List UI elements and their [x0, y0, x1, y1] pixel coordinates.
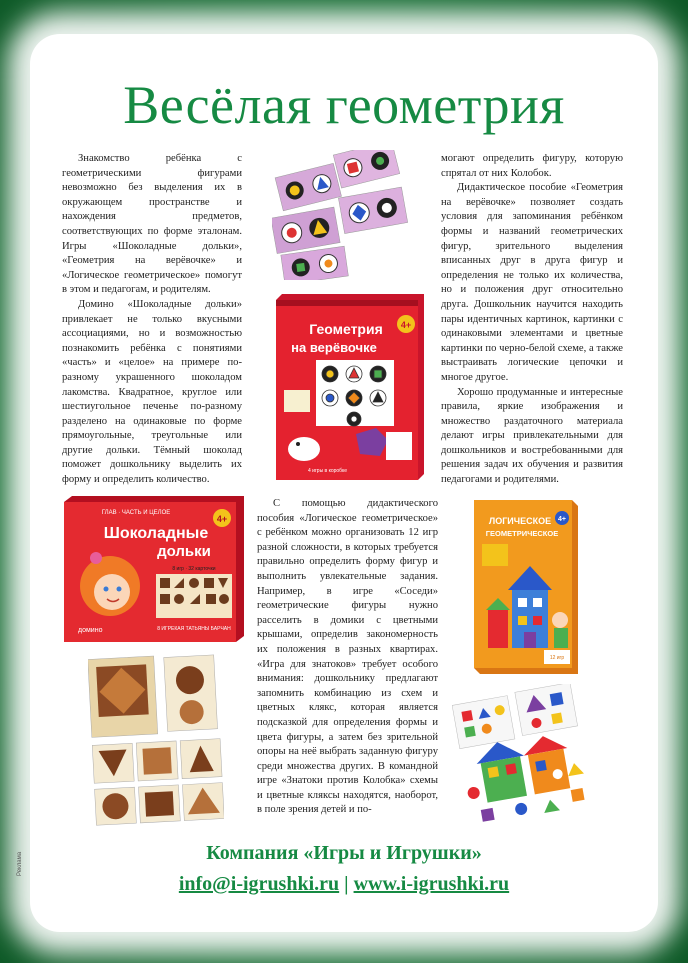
logic-geometry-components-photo — [452, 684, 592, 828]
box-title-line1: Геометрия — [309, 321, 383, 337]
chocolate-domino-cards-photo — [88, 652, 224, 826]
article-column-1 — [62, 152, 242, 488]
box-title-line2: ГЕОМЕТРИЧЕСКОЕ — [485, 529, 559, 538]
page-title: Весёлая геометрия — [123, 75, 565, 135]
paragraph: Дидактическое пособие «Геометрия на верёвочке» позволяет создать условия для запоминания ребёнком формы и названий геометрических фигур, зрительного выделения вписанных друг в друга фигур и определения не только их количества, но и положения друг относительно друга. Дошкольник научится находить пары идентичных картинок, картинки с одинаковыми элементами и цветные картинки по черно-белой схеме, а также выстраивать логические цепочки и многое другое. — [441, 182, 623, 383]
box-title-line2: дольки — [157, 543, 211, 560]
paragraph: С помощью дидактического пособия «Логическое геометрическое» с ребёнком можно организовать 12 игр разной сложности, в которых требуется правильно определить форму фигур и выполнить увлекательные задания. Например, в игре «Соседи» геометрические фигуры нужно расселить в домики с цветными крышами, определив закономерность их положения в разных квартирах. «Игра для знатоков» требует особого внимания: дошкольнику предлагают запомнить комбинацию из схем и цветных клякс, которая является подсказкой для определения формы и цвета фигуры, а затем без зрительной опоры на неё выбрать заданную фигуру среди множества других. В командной игре «Знатоки против Колобка» схемы и цветные кляксы находятся, наоборот, в поле зрения детей и по- — [257, 498, 438, 816]
age-badge: 4+ — [216, 514, 228, 524]
geometry-cards-photo — [272, 150, 428, 280]
paragraph: Хорошо продуманные и интересные правила, яркие изображения и множество раздаточного материала делают игры привлекательными для дошкольников и востребованными для решения задач их обучения и развития педагогами и родителями. — [441, 386, 623, 486]
box-info: 8 игр · 32 карточки — [172, 566, 216, 572]
company-name: Компания «Игры и Игрушки» — [206, 842, 482, 864]
article-column-2 — [441, 152, 623, 488]
email-link[interactable]: info@i-igrushki.ru — [178, 873, 340, 895]
box-series-top: ГЛАВ · ЧАСТЬ И ЦЕЛОЕ — [101, 510, 171, 516]
box-sticker: 8 ИГРЕКАЯ ТАТЬЯНЫ БАРЧАН — [157, 626, 231, 632]
chocolate-slices-box — [64, 496, 244, 642]
contacts-line — [0, 873, 688, 896]
contacts-separator: | — [344, 873, 349, 895]
paragraph: Домино «Шоколадные дольки» привлекает не только вкусными ассоциациями, но и возможностью познакомить ребёнка с понятиями «часть» и «целое» на примере по-разному украшенного шоколадом лакомства. Квадратное, круглое или шестиугольное печенье по-разному разделено на одинаковые по форме прямоугольные, треугольные или другие дольки. Тёмный шоколад поможет дошкольнику выделить их форму и определить количество. — [62, 298, 242, 486]
paragraph: могают определить фигуру, которую спрятал от них Колобок. — [441, 153, 623, 179]
box-title-line1: ЛОГИЧЕСКОЕ — [488, 516, 552, 526]
box-title-line2: на верёвочке — [291, 340, 377, 355]
box-footer: 4 игры в коробке — [308, 468, 348, 474]
article-column-3 — [257, 497, 438, 818]
website-link[interactable]: www.i-igrushki.ru — [353, 873, 510, 895]
age-badge: 4+ — [558, 516, 566, 523]
logic-geometry-box — [474, 500, 578, 674]
box-series-label: домино — [78, 627, 103, 634]
age-badge: 4+ — [400, 320, 412, 330]
paragraph: Знакомство ребёнка с геометрическими фигурами невозможно без выделения их в окружающем пространстве и нахождения предметов, соответствующих по форме эталонам. Игры «Шоколадные дольки», «Геометрия на верёвочке» и «Логическое геометрическое» помогут в этом и педагогам, и родителям. — [62, 153, 242, 296]
ad-label: Реклама — [17, 851, 23, 876]
box-sticker: 12 игр — [549, 655, 565, 661]
geometry-on-rope-box — [276, 294, 424, 480]
box-title-line1: Шоколадные — [103, 525, 209, 542]
